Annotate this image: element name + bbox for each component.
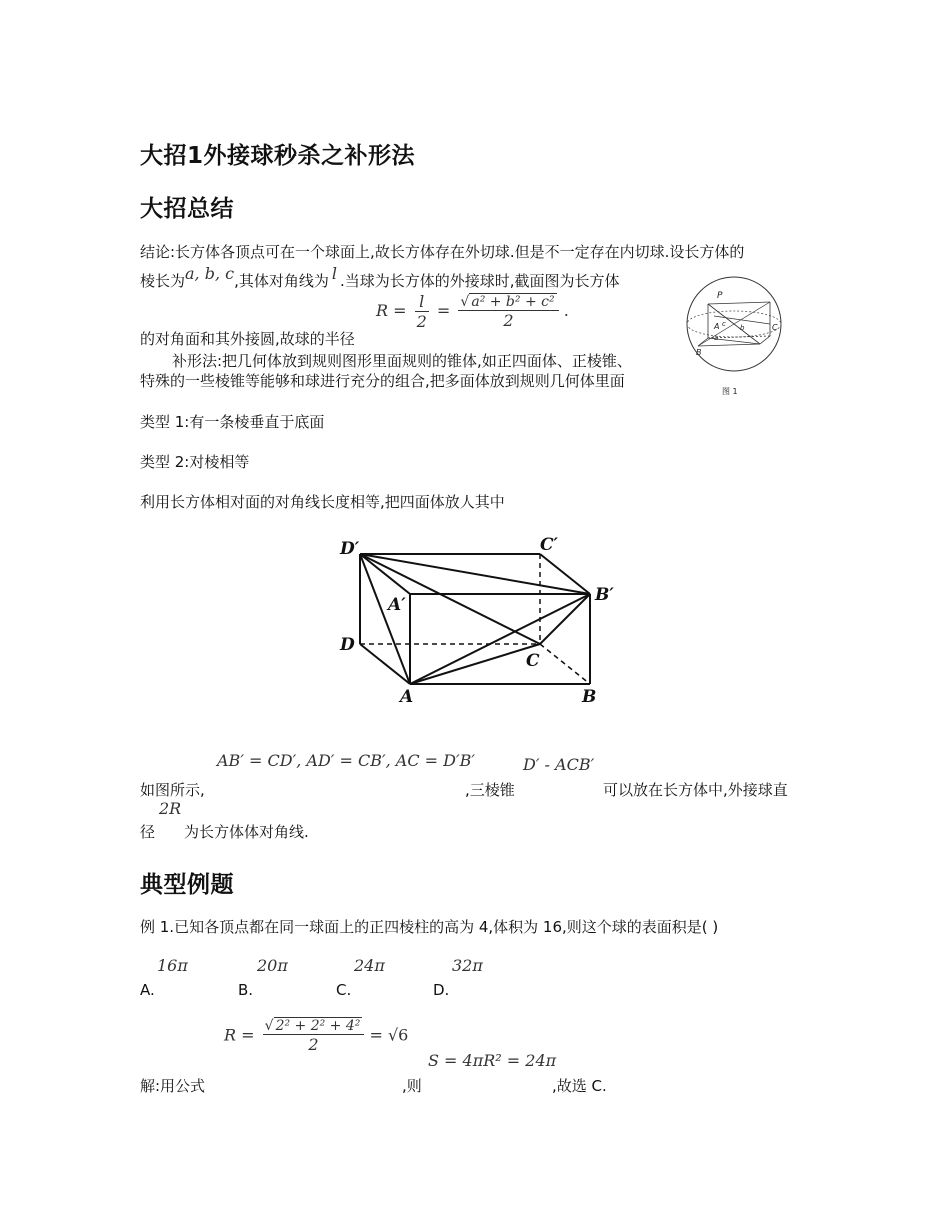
math-2R: 2R	[159, 799, 182, 818]
fig1-label: b	[740, 324, 745, 332]
option-label: C.	[336, 981, 352, 999]
equals: =	[436, 301, 451, 320]
formula-frac: $\frac{\text{√ 2² + 2² + 4²}}{2}$	[263, 1018, 365, 1054]
formula-lhs: R =	[376, 301, 407, 320]
paragraph-line	[140, 264, 620, 291]
fig2-label: A	[400, 687, 414, 707]
paragraph-line: 结论:长方体各顶点可在一个球面上,故长方体存在外切球.但是不一定存在内切球.设长方体的	[140, 243, 745, 261]
fig2-label: C′	[540, 535, 559, 555]
fig2-label: B	[582, 687, 597, 707]
fig2-label: A′	[388, 595, 406, 615]
option-value: 24π	[354, 956, 385, 975]
paragraph-line-e: 为长方体体对角线.	[184, 823, 309, 841]
figure-sphere-box	[684, 272, 788, 402]
paragraph-line-d: 径	[140, 823, 156, 841]
example-question: 例 1.已知各顶点都在同一球面上的正四棱柱的高为 4,体积为 16,则这个球的表面积是( )	[140, 918, 719, 936]
figure-cuboid-tetrahedron	[330, 530, 630, 710]
paragraph-line-b: ,三棱锥	[465, 781, 515, 799]
sqrt-body: 2² + 2² + 4²	[275, 1018, 361, 1034]
option-value: 16π	[157, 956, 188, 975]
section-heading-examples: 典型例题	[140, 872, 234, 898]
formula-rhs: = √6	[369, 1025, 409, 1045]
page-title: 大招1外接球秒杀之补形法	[140, 143, 416, 169]
paragraph-line: 的对角面和其外接圆,故球的半径	[140, 330, 355, 348]
text-span: 棱长为	[140, 272, 186, 290]
fig1-label: B	[696, 348, 702, 357]
option-label: A.	[140, 981, 155, 999]
fig2-label: D′	[340, 539, 360, 559]
fig1-label: c	[722, 320, 726, 328]
math-l: l	[331, 264, 338, 283]
sqrt-body: a² + b² + c²	[471, 293, 555, 310]
type-1: 类型 1:有一条棱垂直于底面	[140, 413, 325, 431]
frac-num: l	[415, 292, 429, 312]
fig1-label: P	[717, 291, 723, 301]
period: .	[563, 301, 569, 320]
solution-formula-area: S = 4πR² = 24π	[428, 1051, 557, 1070]
option-label: D.	[433, 981, 450, 999]
paragraph-line: 利用长方体相对面的对角线长度相等,把四面体放人其中	[140, 493, 505, 511]
formula-frac-sqrt: $\frac{\text{√ a² + b² + c²}}{2}$	[458, 294, 558, 330]
math-tetrahedron: D′ - ACB′	[523, 755, 595, 774]
paragraph-line: 特殊的一些棱锥等能够和球进行充分的组合,把多面体放到规则几何体里面	[140, 372, 625, 390]
formula-frac-l	[415, 292, 429, 331]
frac-den: 2	[416, 312, 427, 331]
fig1-label: C	[772, 323, 778, 332]
paragraph-line: 补形法:把几何体放到规则图形里面规则的锥体,如正四面体、正棱锥、	[172, 352, 632, 370]
fig2-label: D	[340, 635, 355, 655]
math-abc: a, b, c	[185, 264, 235, 283]
solution-text-b: ,则	[402, 1077, 422, 1095]
option-value: 20π	[257, 956, 288, 975]
text-span: ,其体对角线为	[234, 272, 329, 290]
fig1-label: A	[714, 322, 720, 331]
section-heading-summary: 大招总结	[140, 196, 234, 222]
frac-den: 2	[308, 1035, 319, 1054]
type-2: 类型 2:对棱相等	[140, 453, 250, 471]
fig1-label: a	[714, 334, 719, 342]
text-span: .当球为长方体的外接球时,截面图为长方体	[340, 272, 620, 290]
fig1-caption: 图 1	[722, 387, 738, 396]
solution-formula-radius	[224, 1018, 408, 1054]
solution-text-a: 解:用公式	[140, 1077, 206, 1095]
option-label: B.	[238, 981, 254, 999]
formula-radius	[376, 292, 569, 331]
math-equalities: AB′ = CD′, AD′ = CB′, AC = D′B′	[217, 751, 476, 770]
paragraph-line-a: 如图所示,	[140, 781, 205, 799]
solution-text-c: ,故选 C.	[552, 1077, 607, 1095]
fig2-label: C	[526, 651, 540, 671]
formula-lhs: R =	[224, 1025, 255, 1045]
option-value: 32π	[452, 956, 483, 975]
frac-den: 2	[503, 310, 514, 330]
fig2-label: B′	[595, 585, 614, 605]
paragraph-line-c: 可以放在长方体中,外接球直	[603, 781, 788, 799]
